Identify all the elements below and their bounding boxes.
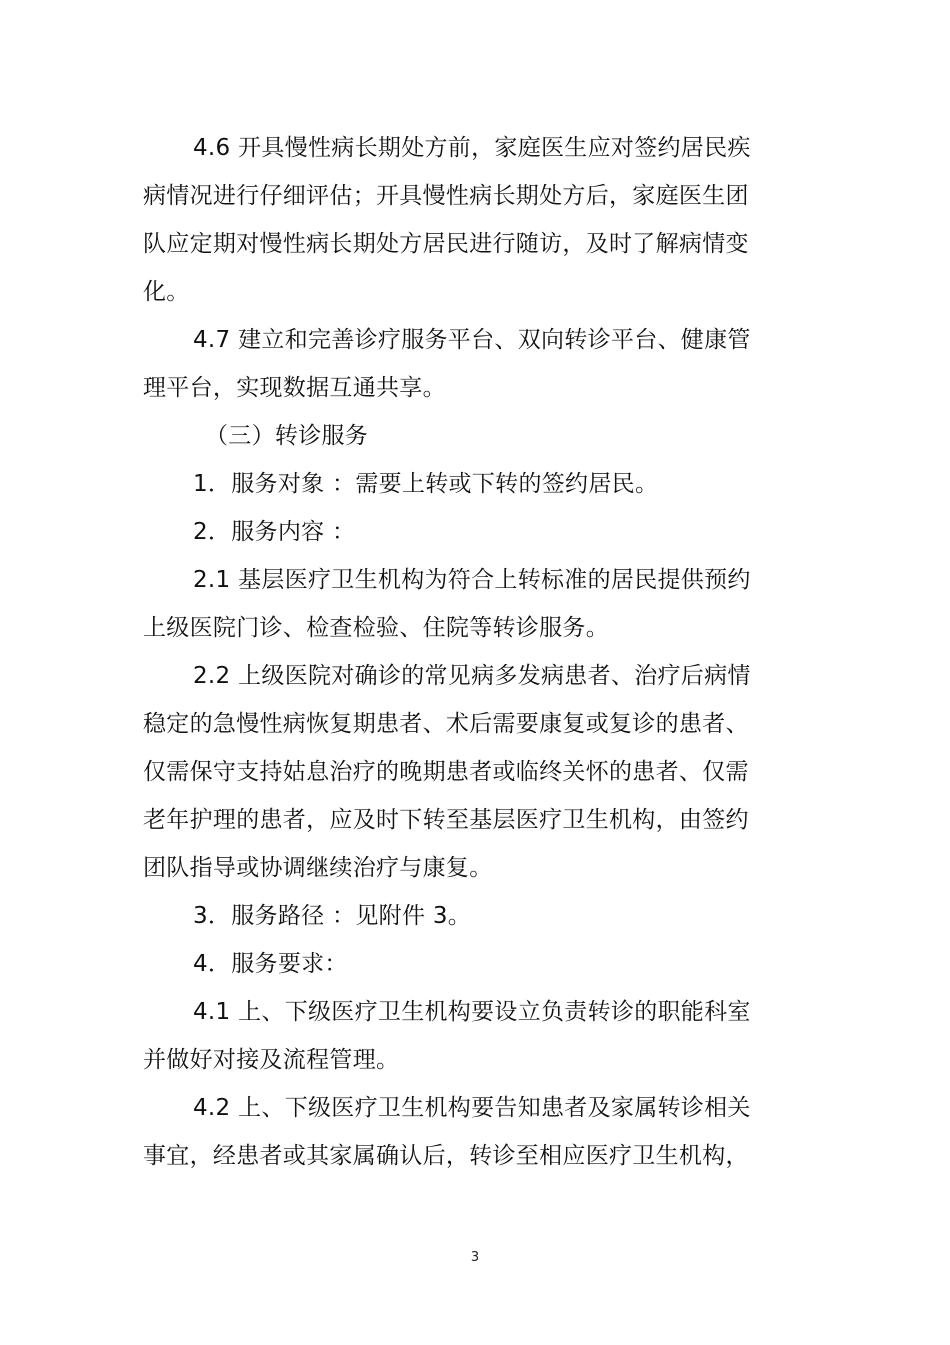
page-number: 3: [470, 1250, 480, 1265]
paragraph-4-6-line-1: 4.6 开具慢性病长期处方前，家庭医生应对签约居民疾: [193, 135, 751, 161]
paragraph-4-1-line-1: 4.1 上、下级医疗卫生机构要设立负责转诊的职能科室: [193, 999, 751, 1025]
paragraph-2-1-line-1: 2.1 基层医疗卫生机构为符合上转标准的居民提供预约: [193, 567, 751, 593]
paragraph-4-6-line-2: 病情况进行仔细评估；开具慢性病长期处方后，家庭医生团: [143, 183, 749, 209]
paragraph-2-1-line-2: 上级医院门诊、检查检验、住院等转诊服务。: [143, 615, 609, 641]
section-heading: （三）转诊服务: [205, 423, 369, 449]
item-2: 2．服务内容 ：: [193, 519, 356, 545]
paragraph-4-6-line-4: 化。: [143, 279, 190, 305]
paragraph-2-2-line-5: 团队指导或协调继续治疗与康复。: [143, 855, 493, 881]
paragraph-2-2-line-2: 稳定的急慢性病恢复期患者、术后需要康复或复诊的患者、: [143, 711, 749, 737]
item-4: 4．服务要求：: [193, 951, 348, 977]
paragraph-2-2-line-1: 2.2 上级医院对确诊的常见病多发病患者、治疗后病情: [193, 663, 751, 689]
paragraph-4-7-line-1: 4.7 建立和完善诊疗服务平台、双向转诊平台、健康管: [193, 327, 751, 353]
item-1: 1．服务对象 ：需要上转或下转的签约居民。: [193, 471, 659, 497]
paragraph-4-6-line-3: 队应定期对慢性病长期处方居民进行随访，及时了解病情变: [143, 231, 749, 257]
paragraph-4-2-line-1: 4.2 上、下级医疗卫生机构要告知患者及家属转诊相关: [193, 1095, 751, 1121]
paragraph-4-7-line-2: 理平台，实现数据互通共享。: [143, 375, 446, 401]
paragraph-4-1-line-2: 并做好对接及流程管理。: [143, 1047, 400, 1073]
paragraph-2-2-line-3: 仅需保守支持姑息治疗的晚期患者或临终关怀的患者、仅需: [143, 759, 749, 785]
paragraph-4-2-line-2: 事宜，经患者或其家属确认后，转诊至相应医疗卫生机构，: [143, 1143, 749, 1169]
paragraph-2-2-line-4: 老年护理的患者，应及时下转至基层医疗卫生机构，由签约: [143, 807, 749, 833]
item-3: 3．服务路径 ：见附件 3。: [193, 903, 472, 929]
